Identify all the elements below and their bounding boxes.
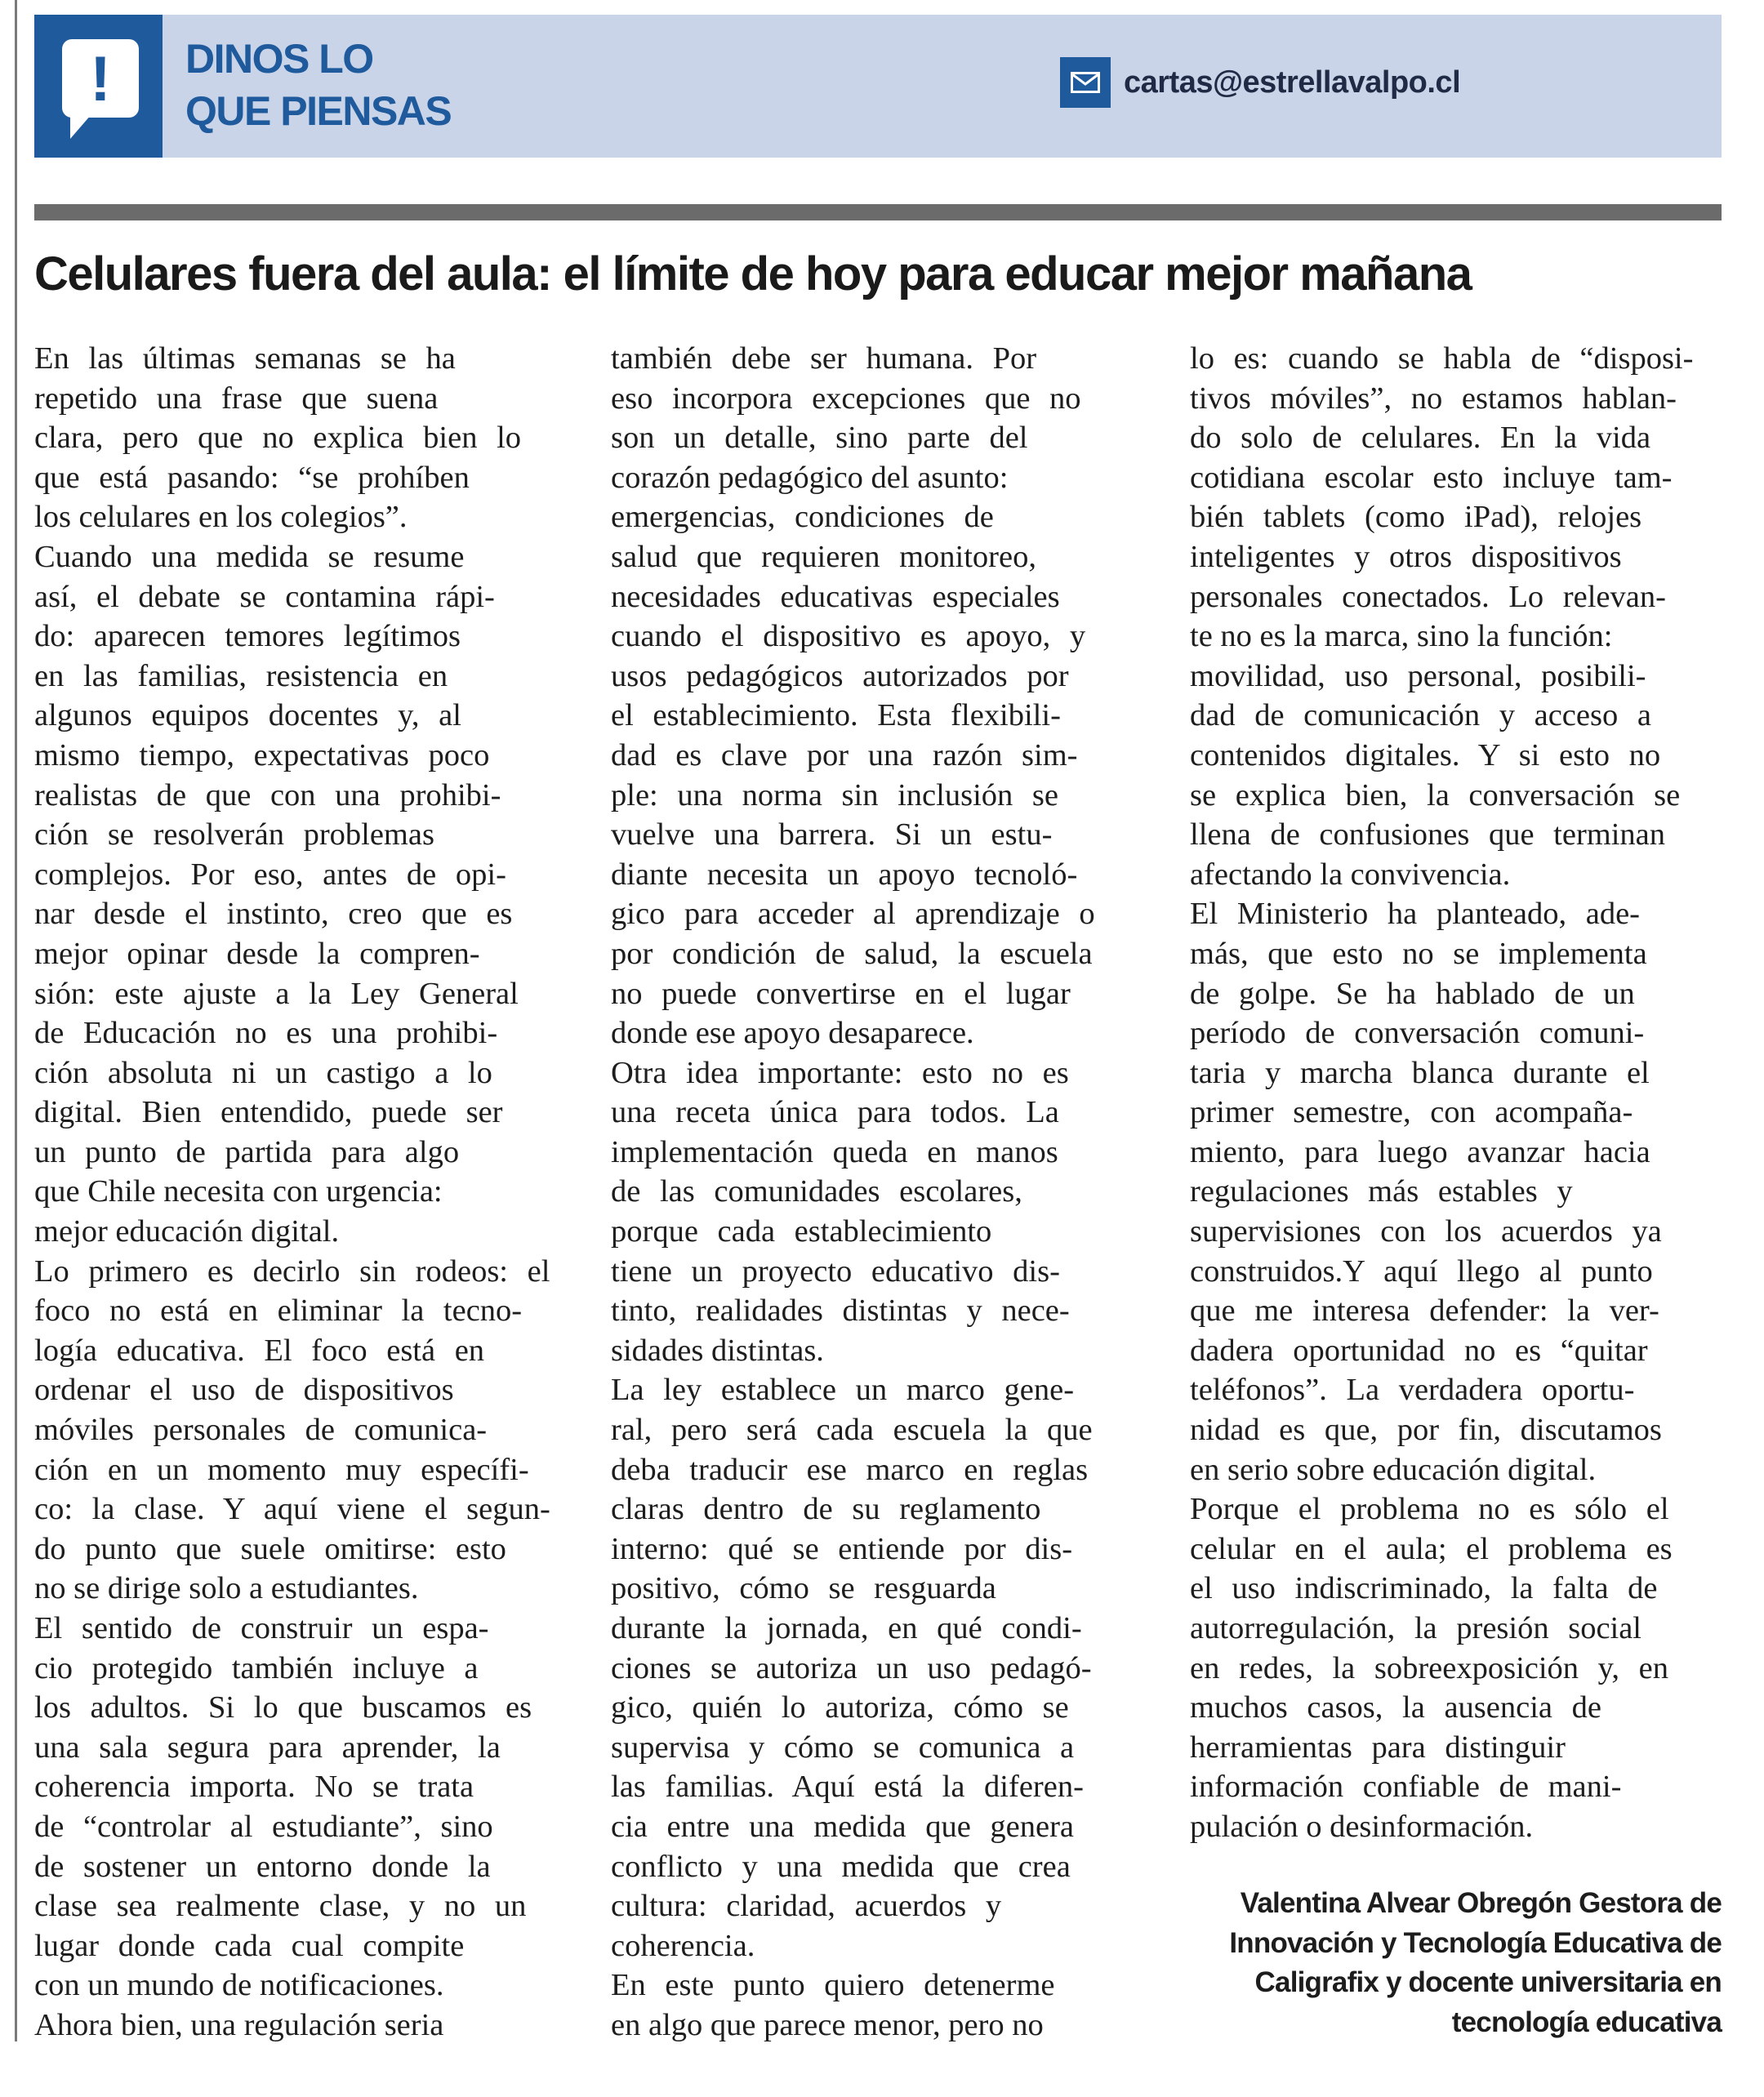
body-text-line: Lo primero es decirlo sin rodeos: el — [34, 1253, 550, 1289]
body-text-line: información confiable de mani- — [1190, 1770, 1622, 1805]
body-text-line: sión: este ajuste a la Ley General — [34, 976, 519, 1011]
section-divider — [34, 204, 1722, 220]
body-text-line: herramientas para distinguir — [1190, 1730, 1566, 1765]
body-text-line: en algo que parece menor, pero no — [611, 2007, 1044, 2042]
body-text-line: cio protegido también incluye a — [34, 1650, 479, 1685]
body-text-line: nar desde el instinto, creo que es — [34, 897, 513, 932]
body-text-line: Cuando una medida se resume — [34, 539, 465, 574]
envelope-icon — [1060, 57, 1111, 108]
body-text-line: construidos.Y aquí llego al punto — [1190, 1253, 1653, 1289]
body-text-line: tivos móviles”, no estamos hablan- — [1190, 381, 1677, 416]
body-text-line: usos pedagógicos autorizados por — [611, 658, 1069, 693]
speech-bubble-icon — [62, 39, 139, 118]
body-text-line: ple: una norma sin inclusión se — [611, 777, 1058, 813]
body-text-line: do punto que suele omitirse: esto — [34, 1531, 506, 1566]
body-text-line: claras dentro de su reglamento — [611, 1492, 1041, 1527]
body-text-line: gico para acceder al aprendizaje o — [611, 897, 1095, 932]
body-text-line: repetido una frase que suena — [34, 381, 439, 416]
byline-line: tecnología educativa — [1451, 2006, 1722, 2038]
body-text-line: por condición de salud, la escuela — [611, 936, 1093, 971]
body-text-line: las familias. Aquí está la diferen- — [611, 1770, 1084, 1805]
article-column-2 — [611, 339, 1150, 2046]
body-text-line: el uso indiscriminado, la falta de — [1190, 1571, 1658, 1606]
body-text-line: regulaciones más estables y — [1190, 1174, 1573, 1209]
body-text-line: ción absoluta ni un castigo a lo — [34, 1055, 492, 1090]
body-text-line: son un detalle, sino parte del — [611, 421, 1028, 456]
body-text-line: autorregulación, la presión social — [1190, 1611, 1642, 1645]
body-text-line: de las comunidades escolares, — [611, 1174, 1022, 1209]
body-text-line: eso incorpora excepciones que no — [611, 381, 1081, 416]
body-text-line: inteligentes y otros dispositivos — [1190, 539, 1622, 574]
body-text-line: teléfonos”. La verdadera oportu- — [1190, 1373, 1635, 1408]
byline-line: Innovación y Tecnología Educativa de — [1229, 1926, 1722, 1959]
body-text-line: coherencia. — [611, 1928, 755, 1963]
body-text-line: vuelve una barrera. Si un estu- — [611, 817, 1053, 853]
body-text-line: ción se resolverán problemas — [34, 817, 434, 853]
body-text-line: clara, pero que no explica bien lo — [34, 421, 522, 456]
body-text-line: En este punto quiero detenerme — [611, 1968, 1055, 2003]
email-address[interactable]: cartas@estrellavalpo.cl — [1124, 65, 1461, 100]
body-text-line: foco no está en eliminar la tecno- — [34, 1293, 523, 1329]
body-text-line: también debe ser humana. Por — [611, 341, 1037, 376]
body-text-line: supervisa y cómo se comunica a — [611, 1730, 1075, 1765]
body-text-line: ral, pero será cada escuela la que — [611, 1413, 1093, 1448]
body-text-line: en redes, la sobreexposición y, en — [1190, 1650, 1669, 1685]
body-text-line: muchos casos, la ausencia de — [1190, 1690, 1601, 1725]
body-text-line: de golpe. Se ha hablado de un — [1190, 976, 1635, 1011]
body-text-line: Porque el problema no es sólo el — [1190, 1492, 1669, 1527]
body-text-line: período de conversación comuni- — [1190, 1016, 1645, 1051]
body-text-line: llena de confusiones que terminan — [1190, 817, 1665, 853]
body-text-line: de Educación no es una prohibi- — [34, 1016, 498, 1051]
body-text-line: taria y marcha blanca durante el — [1190, 1055, 1650, 1090]
body-text-line: do: aparecen temores legítimos — [34, 619, 461, 654]
body-text-line: cia entre una medida que genera — [611, 1809, 1075, 1844]
body-text-line: un punto de partida para algo — [34, 1134, 460, 1169]
speech-bubble-tail — [70, 114, 91, 139]
body-text-line: coherencia importa. No se trata — [34, 1770, 474, 1805]
body-text-line: donde ese apoyo desaparece. — [611, 1016, 974, 1051]
body-text-line: bién tablets (como iPad), relojes — [1190, 500, 1642, 535]
body-text-line: dad de comunicación y acceso a — [1190, 698, 1651, 733]
body-text-line: más, que esto no se implementa — [1190, 936, 1647, 971]
article-column-1 — [34, 339, 573, 2046]
body-text-line: el establecimiento. Esta flexibili- — [611, 698, 1061, 733]
byline-line: Valentina Alvear Obregón Gestora de — [1240, 1887, 1722, 1919]
body-text-line: te no es la marca, sino la función: — [1190, 619, 1613, 654]
body-text-line: que me interesa defender: la ver- — [1190, 1293, 1659, 1329]
body-text-line: La ley establece un marco gene- — [611, 1373, 1075, 1408]
body-text-line: ciones se autoriza un uso pedagó- — [611, 1650, 1092, 1685]
exclamation-icon: ! — [90, 42, 111, 114]
body-text-line: supervisiones con los acuerdos ya — [1190, 1214, 1662, 1249]
body-text-line: realistas de que con una prohibi- — [34, 777, 501, 813]
body-text-line: tinto, realidades distintas y nece- — [611, 1293, 1070, 1329]
body-text-line: ción en un momento muy específi- — [34, 1452, 529, 1487]
body-text-line: Ahora bien, una regulación seria — [34, 2007, 444, 2042]
page-edge-rule — [15, 0, 17, 2041]
body-text-line: Otra idea importante: esto no es — [611, 1055, 1069, 1090]
body-text-line: clase sea realmente clase, y no un — [34, 1889, 527, 1924]
body-text-line: en serio sobre educación digital. — [1190, 1452, 1597, 1487]
body-text-line: complejos. Por eso, antes de opi- — [34, 857, 506, 892]
body-text-line: algunos equipos docentes y, al — [34, 698, 461, 733]
section-title — [185, 33, 451, 137]
body-text-line: con un mundo de notificaciones. — [34, 1968, 444, 2003]
body-text-line: celular en el aula; el problema es — [1190, 1531, 1673, 1566]
body-text-line: movilidad, uso personal, posibili- — [1190, 658, 1646, 693]
body-text-line: ordenar el uso de dispositivos — [34, 1373, 454, 1408]
body-text-line: mejor educación digital. — [34, 1214, 340, 1249]
body-text-line: se explica bien, la conversación se — [1190, 777, 1681, 813]
body-text-line: una sala segura para aprender, la — [34, 1730, 501, 1765]
body-text-line: El Ministerio ha planteado, ade- — [1190, 897, 1640, 932]
body-text-line: emergencias, condiciones de — [611, 500, 994, 535]
body-text-line: conflicto y una medida que crea — [611, 1849, 1071, 1884]
byline-line: Caligrafix y docente universitaria en — [1254, 1966, 1722, 1999]
body-text-line: porque cada establecimiento — [611, 1214, 992, 1249]
body-text-line: lo es: cuando se habla de “disposi- — [1190, 341, 1694, 376]
body-text-line: que Chile necesita con urgencia: — [34, 1174, 443, 1209]
body-text-line: móviles personales de comunica- — [34, 1413, 488, 1448]
author-byline — [1062, 1884, 1722, 2042]
body-text-line: no se dirige solo a estudiantes. — [34, 1571, 419, 1606]
section-title-line: DINOS LO — [185, 36, 373, 82]
body-text-line: los celulares en los colegios”. — [34, 500, 408, 535]
body-text-line: los adultos. Si lo que buscamos es — [34, 1690, 532, 1725]
body-text-line: logía educativa. El foco está en — [34, 1333, 485, 1368]
body-text-line: El sentido de construir un espa- — [34, 1611, 489, 1645]
body-text-line: en las familias, resistencia en — [34, 658, 448, 693]
body-text-line: sidades distintas. — [611, 1333, 824, 1368]
body-text-line: En las últimas semanas se ha — [34, 341, 456, 376]
body-text-line: cotidiana escolar esto incluye tam- — [1190, 460, 1673, 495]
body-text-line: mejor opinar desde la compren- — [34, 936, 480, 971]
body-text-line: salud que requieren monitoreo, — [611, 539, 1036, 574]
body-text-line: personales conectados. Lo relevan- — [1190, 579, 1666, 614]
body-text-line: de “controlar al estudiante”, sino — [34, 1809, 493, 1844]
body-text-line: durante la jornada, en qué condi- — [611, 1611, 1082, 1645]
body-text-line: tiene un proyecto educativo dis- — [611, 1253, 1060, 1289]
contact-email[interactable] — [1060, 57, 1460, 108]
body-text-line: do solo de celulares. En la vida — [1190, 421, 1651, 456]
body-text-line: dadera oportunidad no es “quitar — [1190, 1333, 1648, 1368]
body-text-line: mismo tiempo, expectativas poco — [34, 737, 490, 772]
body-text-line: implementación queda en manos — [611, 1134, 1058, 1169]
body-text-line: cultura: claridad, acuerdos y — [611, 1889, 1002, 1924]
body-text-line: gico, quién lo autoriza, cómo se — [611, 1690, 1069, 1725]
body-text-line: así, el debate se contamina rápi- — [34, 579, 495, 614]
article-headline: Celulares fuera del aula: el límite de hoy para educar mejor mañana — [34, 247, 1472, 301]
body-text-line: deba traducir ese marco en reglas — [611, 1452, 1089, 1487]
body-text-line: pulación o desinformación. — [1190, 1809, 1534, 1844]
body-text-line: diante necesita un apoyo tecnoló- — [611, 857, 1078, 892]
body-text-line: de sostener un entorno donde la — [34, 1849, 491, 1884]
body-text-line: corazón pedagógico del asunto: — [611, 460, 1009, 495]
body-text-line: necesidades educativas especiales — [611, 579, 1060, 614]
body-text-line: primer semestre, con acompaña- — [1190, 1095, 1633, 1130]
section-title-line: QUE PIENSAS — [185, 88, 452, 134]
body-text-line: una receta única para todos. La — [611, 1095, 1059, 1130]
body-text-line: no puede convertirse en el lugar — [611, 976, 1071, 1011]
body-text-line: cuando el dispositivo es apoyo, y — [611, 619, 1086, 654]
body-text-line: nidad es que, por fin, discutamos — [1190, 1413, 1662, 1448]
section-badge — [34, 15, 163, 158]
body-text-line: interno: qué se entiende por dis- — [611, 1531, 1073, 1566]
body-text-line: lugar donde cada cual compite — [34, 1928, 465, 1963]
body-text-line: que está pasando: “se prohíben — [34, 460, 470, 495]
body-text-line: dad es clave por una razón sim- — [611, 737, 1078, 772]
body-text-line: contenidos digitales. Y si esto no — [1190, 737, 1661, 772]
article-column-3 — [1190, 339, 1729, 1847]
body-text-line: miento, para luego avanzar hacia — [1190, 1134, 1650, 1169]
body-text-line: positivo, cómo se resguarda — [611, 1571, 996, 1606]
body-text-line: digital. Bien entendido, puede ser — [34, 1095, 503, 1130]
body-text-line: co: la clase. Y aquí viene el segun- — [34, 1492, 550, 1527]
body-text-line: afectando la convivencia. — [1190, 857, 1511, 892]
